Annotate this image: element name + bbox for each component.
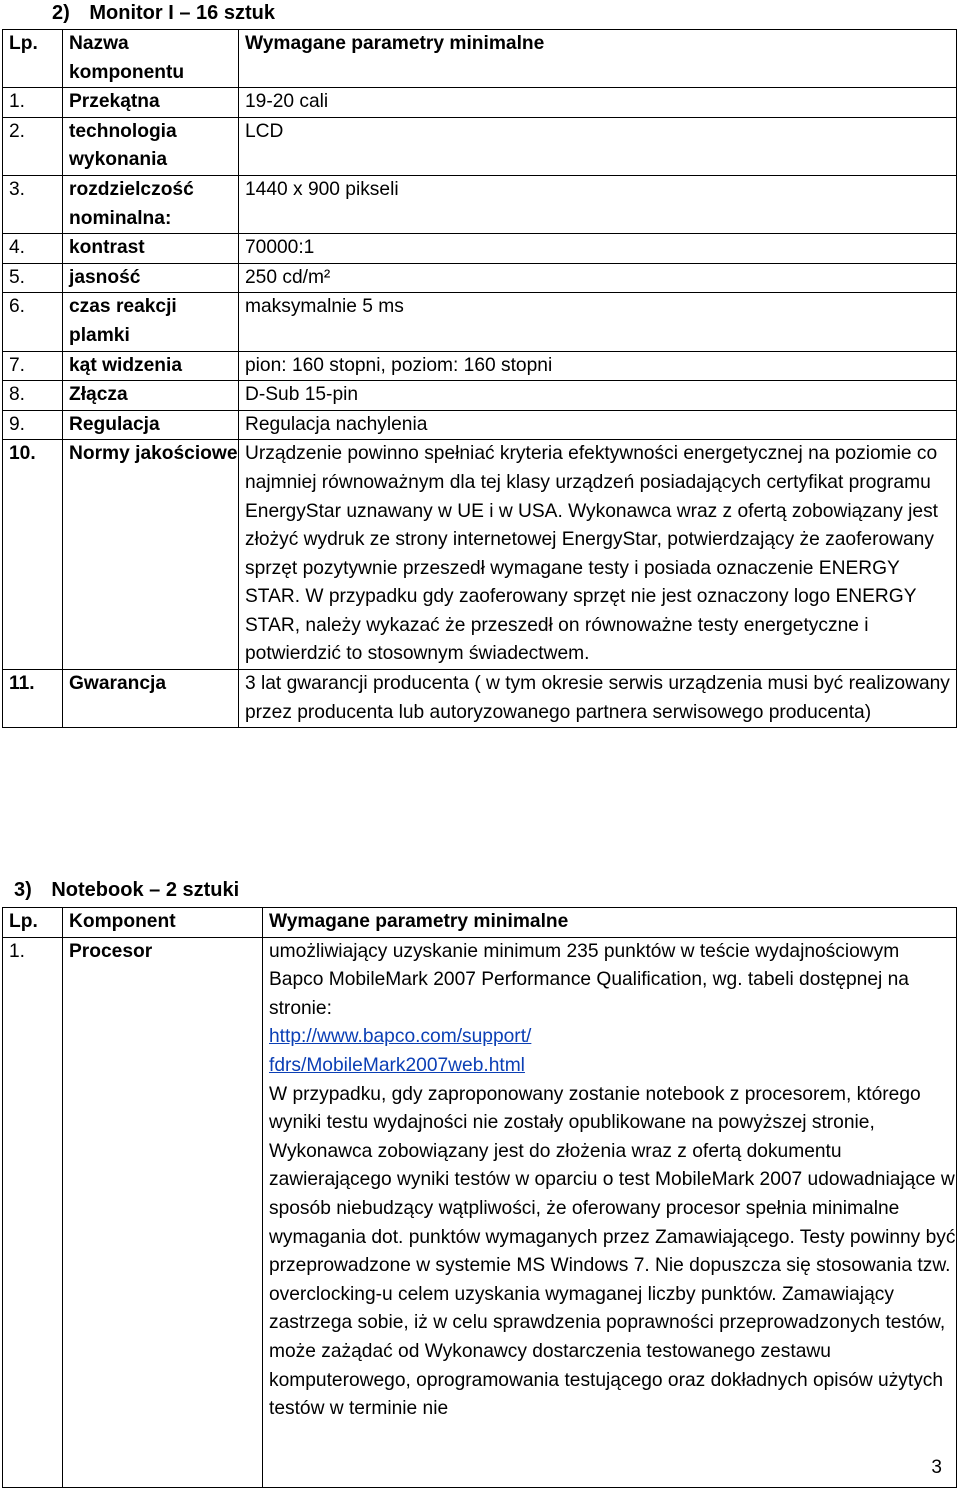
table-row — [3, 263, 957, 293]
row-number: 9. — [3, 410, 63, 440]
row-number: 10. — [3, 440, 63, 670]
row-name: jasność — [63, 263, 239, 293]
row-value — [263, 937, 957, 1487]
row-name: technologia wykonania — [63, 117, 239, 175]
header-params: Wymagane parametry minimalne — [263, 908, 957, 938]
notebook-heading-text: Notebook – 2 sztuki — [51, 879, 240, 901]
row-number: 1. — [3, 88, 63, 118]
row-name: Złącza — [63, 381, 239, 411]
row-name: Przekątna — [63, 88, 239, 118]
notebook-heading-number: 3) — [14, 879, 32, 901]
header-name: Nazwa komponentu — [63, 30, 239, 88]
row-value: LCD — [239, 117, 957, 175]
table-header-row — [3, 30, 957, 88]
page-number: 3 — [931, 1457, 942, 1478]
row-name: kąt widzenia — [63, 351, 239, 381]
bapco-link-line1[interactable]: http://www.bapco.com/support/ — [269, 1026, 532, 1048]
monitor-heading-text: Monitor I – 16 sztuk — [89, 2, 275, 24]
table-row — [3, 670, 957, 728]
row-number: 11. — [3, 670, 63, 728]
row-value: pion: 160 stopni, poziom: 160 stopni — [239, 351, 957, 381]
header-params: Wymagane parametry minimalne — [239, 30, 957, 88]
row-name: kontrast — [63, 234, 239, 264]
notebook-heading — [14, 879, 239, 902]
processor-conditions-text: W przypadku, gdy zaproponowany zostanie notebook z procesorem, którego wyniki testu wydajności nie zostały opublikowane na powyższej stronie, Wykonawca zobowiązany jest do złożenia wraz z ofertą dokumentu zawierającego wyniki testów w oparciu o test MobileMark 2007 udowadniające w sposób niebudzący wątpliwości, że oferowany procesor spełnia minimalne wymagania dot. punktów wymaganych przez Zamawiającego. Testy powinny być przeprowadzone w systemie MS Windows 7. Nie dopuszcza się stosowania tzw. overclocking-u celem uzyskania wymaganej liczby punktów. Zamawiający zastrzega sobie, iż w celu sprawdzenia poprawności przeprowadzonych testów, może zażądać od Wykonawcy dostarczenia testowanego zestawu komputerowego, oprogramowania testującego oraz dokładnych opisów użytych testów w terminie nie — [269, 1083, 956, 1420]
monitor-heading — [52, 2, 275, 25]
row-value: 70000:1 — [239, 234, 957, 264]
row-number: 3. — [3, 175, 63, 233]
processor-requirement-text: umożliwiający uzyskanie minimum 235 punktów w teście wydajnościowym Bapco MobileMark 2007 Performance Qualification, wg. tabeli dostępnej na stronie: — [269, 940, 909, 1019]
row-name: czas reakcji plamki — [63, 293, 239, 351]
row-value: maksymalnie 5 ms — [239, 293, 957, 351]
monitor-heading-number: 2) — [52, 2, 70, 24]
row-number: 5. — [3, 263, 63, 293]
notebook-table — [2, 907, 957, 1488]
table-row — [3, 351, 957, 381]
table-row — [3, 88, 957, 118]
row-number: 1. — [3, 937, 63, 1487]
table-row — [3, 381, 957, 411]
row-value: 1440 x 900 pikseli — [239, 175, 957, 233]
row-name: Regulacja — [63, 410, 239, 440]
row-number: 8. — [3, 381, 63, 411]
header-name: Komponent — [63, 908, 263, 938]
row-number: 2. — [3, 117, 63, 175]
header-lp: Lp. — [3, 908, 63, 938]
table-header-row — [3, 908, 957, 938]
table-row — [3, 234, 957, 264]
row-name: rozdzielczość nominalna: — [63, 175, 239, 233]
row-value: Urządzenie powinno spełniać kryteria efektywności energetycznej na poziomie co najmniej równoważnym dla tej klasy urządzeń posiadających certyfikat programu EnergyStar uznawany w UE i w USA. Wykonawca wraz z ofertą zobowiązany jest złożyć wydruk ze strony internetowej EnergyStar, potwierdzający że zaoferowany sprzęt pozytywnie przeszedł wymagane testy i posiada oznaczenie ENERGY STAR. W przypadku gdy zaoferowany sprzęt nie jest oznaczony logo ENERGY STAR, należy wykazać że przeszedł on równoważne testy energetyczne i potwierdzić to stosownym świadectwem. — [239, 440, 957, 670]
row-value: Regulacja nachylenia — [239, 410, 957, 440]
row-value: D-Sub 15-pin — [239, 381, 957, 411]
header-lp: Lp. — [3, 30, 63, 88]
row-number: 4. — [3, 234, 63, 264]
row-name: Gwarancja — [63, 670, 239, 728]
row-value: 19-20 cali — [239, 88, 957, 118]
row-name: Procesor — [63, 937, 263, 1487]
row-number: 6. — [3, 293, 63, 351]
bapco-link-line2[interactable]: fdrs/MobileMark2007web.html — [269, 1054, 525, 1076]
table-row — [3, 293, 957, 351]
table-row — [3, 937, 957, 1487]
table-row — [3, 440, 957, 670]
table-row — [3, 117, 957, 175]
monitor-table — [2, 29, 957, 728]
row-number: 7. — [3, 351, 63, 381]
row-value: 3 lat gwarancji producenta ( w tym okresie serwis urządzenia musi być realizowany przez producenta lub autoryzowanego partnera serwisowego producenta) — [239, 670, 957, 728]
table-row — [3, 175, 957, 233]
row-value: 250 cd/m² — [239, 263, 957, 293]
table-row — [3, 410, 957, 440]
row-name: Normy jakościowe — [63, 440, 239, 670]
